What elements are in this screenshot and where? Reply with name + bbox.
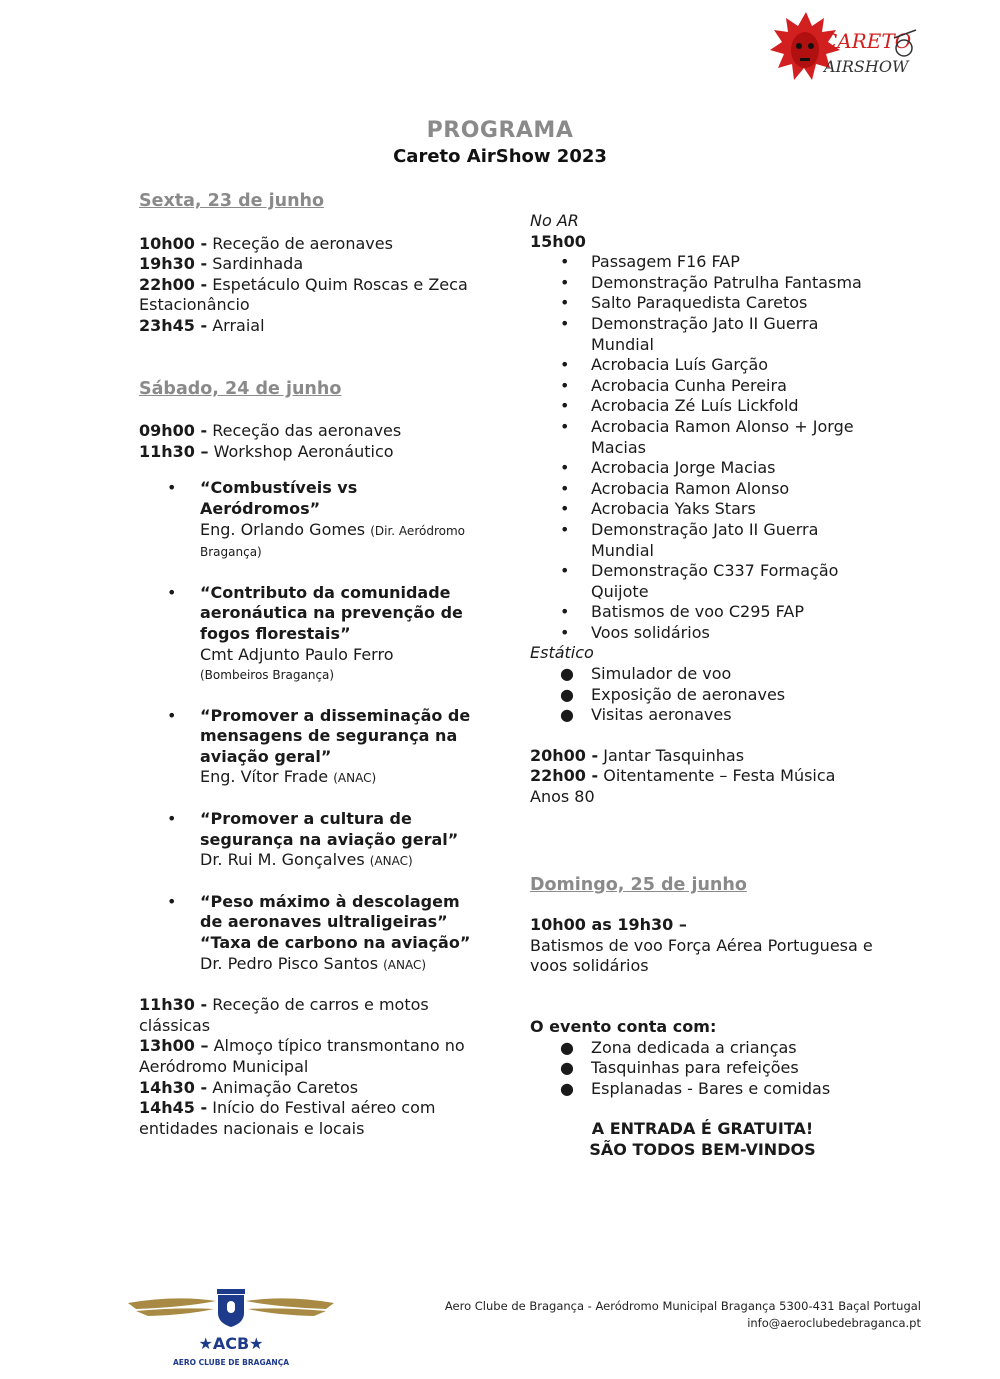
list-item: • Acrobacia Zé Luís Lickfold [560, 396, 799, 416]
workshop-talks [139, 478, 479, 975]
bullet-icon: • [560, 622, 570, 642]
schedule-item: 09h00 - Receção das aeronaves [139, 421, 402, 441]
bullet-icon: • [560, 561, 570, 581]
list-item: • Demonstração Patrulha Fantasma [560, 272, 862, 292]
list-item: • Demonstração C337 Formação Quijote [560, 561, 839, 601]
extras-list [530, 1038, 875, 1100]
list-item: • Acrobacia Ramon Alonso + Jorge Macias [560, 416, 854, 457]
bullet-icon: • [560, 416, 570, 436]
list-item: ● Zona dedicada a crianças [560, 1037, 797, 1057]
schedule-item: 10h00 - Receção de aeronaves [139, 233, 393, 253]
schedule-item: 23h45 - Arraial [139, 315, 265, 335]
list-item: ● Exposição de aeronaves [560, 684, 786, 704]
bullet-icon: • [167, 478, 177, 498]
list-item: ● Tasquinhas para refeições [560, 1058, 799, 1078]
sunday-heading: Domingo, 25 de junho [530, 874, 747, 895]
svg-text:AERO CLUBE DE BRAGANÇA: AERO CLUBE DE BRAGANÇA [172, 1358, 290, 1367]
bullet-icon: • [167, 705, 177, 725]
bullet-icon: • [167, 891, 177, 911]
careto-airshow-logo [766, 8, 922, 92]
list-item: • Acrobacia Ramon Alonso [560, 478, 790, 498]
svg-text:CARETO: CARETO [822, 29, 912, 53]
svg-text:AIRSHOW: AIRSHOW [824, 57, 909, 76]
no-ar-label: No AR [530, 211, 579, 230]
no-ar-time: 15h00 [530, 231, 586, 251]
talk-item: • “Promover a cultura de segurança na aviação geral” Dr. Rui M. Gonçalves (ANAC) [167, 809, 459, 870]
aero-clube-logo [126, 1285, 336, 1371]
list-item: • Batismos de voo C295 FAP [560, 602, 804, 622]
schedule-item: 11h30 – Workshop Aeronáutico [139, 441, 394, 461]
no-ar-list [530, 252, 875, 643]
bullet-icon: • [560, 458, 570, 478]
bullet-icon: ● [560, 1037, 574, 1057]
free-entry-line: A ENTRADA É GRATUITA! [591, 1119, 814, 1139]
extras-heading: O evento conta com: [530, 1017, 717, 1036]
list-item: • Salto Paraquedista Caretos [560, 293, 808, 313]
schedule-item: 14h30 - Animação Caretos [139, 1077, 359, 1097]
list-item: ● Simulador de voo [560, 664, 732, 684]
schedule-item: 11h30 - Receção de carros e motos clássicas [139, 995, 429, 1035]
estatico-label: Estático [530, 643, 594, 663]
bullet-icon: • [560, 396, 570, 416]
bullet-icon: • [167, 582, 177, 602]
svg-text:★ACB★: ★ACB★ [198, 1334, 264, 1353]
list-item: • Acrobacia Luís Garção [560, 355, 769, 375]
bullet-icon: • [560, 375, 570, 395]
bullet-icon: • [560, 252, 570, 272]
list-item: • Voos solidários [560, 622, 710, 642]
page-title: PROGRAMA [426, 118, 574, 143]
bullet-icon: ● [560, 705, 574, 725]
schedule-item: 14h45 - Início do Festival aéreo com entidades nacionais e locais [139, 1098, 436, 1138]
bullet-icon: ● [560, 684, 574, 704]
talk-item: • “Promover a disseminação de mensagens de segurança na aviação geral” Eng. Vítor Frade (ANAC) [167, 705, 471, 787]
page-subtitle: Careto AirShow 2023 [393, 146, 607, 167]
list-item: • Demonstração Jato II Guerra Mundial [560, 313, 819, 354]
bullet-icon: ● [560, 1058, 574, 1078]
welcome-line: SÃO TODOS BEM-VINDOS [589, 1139, 816, 1159]
right-column [530, 211, 875, 1161]
bullet-icon: • [167, 809, 177, 829]
talk-item: • “Peso máximo à descolagem de aeronaves ultraligeiras” “Taxa de carbono na aviação” Dr. Pedro Pisco Santos (ANAC) [167, 891, 471, 973]
footer-contact [445, 1298, 921, 1332]
list-item: • Acrobacia Jorge Macias [560, 458, 776, 478]
saturday-heading: Sábado, 24 de junho [139, 378, 342, 399]
sunday-text: Batismos de voo Força Aérea Portuguesa e voos solidários [530, 935, 873, 976]
bullet-icon: ● [560, 664, 574, 684]
footer-email: info@aeroclubedebraganca.pt [747, 1316, 921, 1330]
friday-heading: Sexta, 23 de junho [139, 191, 325, 211]
schedule-item: 22h00 - Espetáculo Quim Roscas e Zeca Estacionâncio [139, 274, 468, 315]
bullet-icon: • [560, 602, 570, 622]
list-item: • Passagem F16 FAP [560, 252, 740, 272]
list-item: ● Esplanadas - Bares e comidas [560, 1078, 831, 1098]
schedule-item: 20h00 - Jantar Tasquinhas [530, 745, 745, 765]
bullet-icon: • [560, 355, 570, 375]
talk-item: • “Combustíveis vs Aeródromos” Eng. Orlando Gomes (Dir. Aeródromo Bragança) [167, 478, 465, 560]
schedule-item: 22h00 - Oitentamente – Festa Música Anos 80 [530, 766, 836, 807]
sunday-time: 10h00 as 19h30 – [530, 915, 687, 935]
shield-crown-icon [217, 1289, 245, 1327]
footer-address: Aero Clube de Bragança - Aeródromo Municipal Bragança 5300-431 Baçal Portugal [444, 1299, 921, 1313]
schedule-item: 13h00 – Almoço típico transmontano no Aeródromo Municipal [139, 1036, 465, 1076]
schedule-item: 19h30 - Sardinhada [139, 254, 304, 274]
bullet-icon: • [560, 519, 570, 539]
bullet-icon: ● [560, 1078, 574, 1098]
bullet-icon: • [560, 499, 570, 519]
list-item: • Demonstração Jato II Guerra Mundial [560, 519, 819, 560]
bullet-icon: • [560, 313, 570, 333]
list-item: ● Visitas aeronaves [560, 705, 732, 725]
list-item: • Acrobacia Yaks Stars [560, 499, 756, 519]
bullet-icon: • [560, 272, 570, 292]
left-column [139, 191, 479, 1139]
bullet-icon: • [560, 478, 570, 498]
estatico-list [530, 664, 875, 726]
bullet-icon: • [560, 293, 570, 313]
talk-item: • “Contributo da comunidade aeronáutica na prevenção de fogos florestais” Cmt Adjunto Paulo Ferro (Bombeiros Bragança) [167, 582, 463, 683]
list-item: • Acrobacia Cunha Pereira [560, 375, 787, 395]
